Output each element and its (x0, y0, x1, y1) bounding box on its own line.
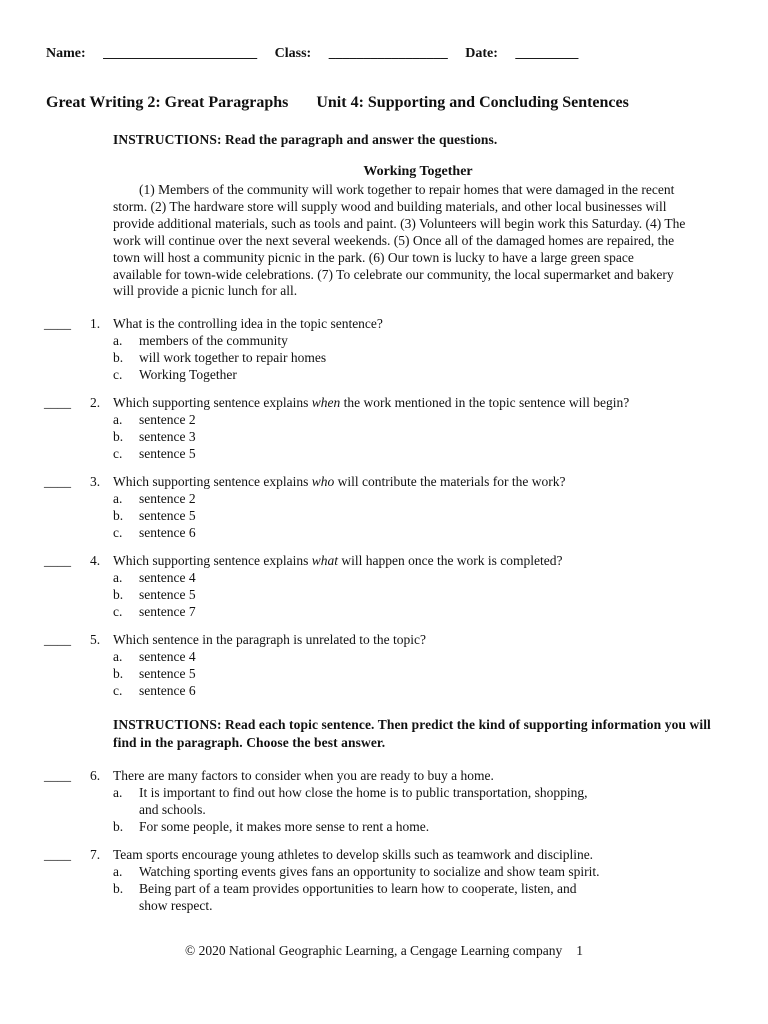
question-number: 3. (90, 474, 101, 489)
answer-blank[interactable]: ____ (44, 847, 71, 862)
answer-blank[interactable]: ____ (44, 768, 71, 783)
name-label: Name: (46, 46, 86, 61)
copyright-text: © 2020 National Geographic Learning, a Cengage Learning company (185, 943, 563, 958)
unit-title: Unit 4: Supporting and Concluding Sentences (316, 94, 629, 111)
paragraph-line: provide additional materials, such as tools and paint. (3) Volunteers will begin work this Saturday. (4) The (113, 215, 686, 231)
reading-paragraph (113, 182, 723, 300)
book-title: Great Writing 2: Great Paragraphs (46, 94, 289, 111)
question-stem: Which sentence in the paragraph is unrelated to the topic? (113, 632, 426, 647)
answer-blank[interactable]: ____ (44, 553, 71, 568)
question-stem: Which supporting sentence explains who will contribute the materials for the work? (113, 474, 566, 489)
question-number: 1. (90, 316, 101, 331)
question-stem: What is the controlling idea in the topic sentence? (113, 316, 383, 331)
question-number: 6. (90, 768, 101, 783)
instructions-1: INSTRUCTIONS: Read the paragraph and answer the questions. (113, 132, 498, 147)
class-blank: _________________ (328, 46, 448, 61)
name-blank: ______________________ (103, 46, 258, 61)
paragraph-line: (1) Members of the community will work together to repair homes that were damaged in the recent (139, 182, 675, 197)
question-number: 2. (90, 395, 101, 410)
student-info-header (46, 46, 592, 62)
paragraph-title: Working Together (363, 164, 473, 179)
paragraph-line: will provide a picnic lunch for all. (113, 283, 298, 299)
date-blank: _________ (515, 46, 579, 61)
question-stem: Team sports encourage young athletes to develop skills such as teamwork and discipline. (113, 847, 594, 862)
paragraph-line: work will continue over the next several weekends. (5) Once all of the damaged homes are repaired, the (113, 232, 675, 248)
paragraph-line: town will host a community picnic in the park. (6) Our town is lucky to have a large green space (113, 249, 634, 265)
question-number: 4. (90, 553, 101, 568)
paragraph-line: storm. (2) The hardware store will supply wood and building materials, and other local businesses will (113, 198, 667, 214)
instructions-2: INSTRUCTIONS: Read each topic sentence. Then predict the kind of supporting information you will find in the paragraph. Choose the best answer. (113, 717, 711, 750)
question-number: 7. (90, 847, 101, 862)
question-stem: Which supporting sentence explains when the work mentioned in the topic sentence will begin? (113, 395, 630, 410)
worksheet-title (46, 94, 629, 112)
question-number: 5. (90, 632, 101, 647)
question-stem: There are many factors to consider when you are ready to buy a home. (113, 768, 494, 783)
answer-blank[interactable]: ____ (44, 474, 71, 489)
answer-blank[interactable]: ____ (44, 632, 71, 647)
paragraph-line: available for town-wide celebrations. (7) To celebrate our community, the local supermarket and bakery (113, 266, 674, 282)
page-footer (0, 943, 768, 959)
question-stem: Which supporting sentence explains what will happen once the work is completed? (113, 553, 563, 568)
class-label: Class: (274, 46, 312, 61)
date-label: Date: (465, 46, 498, 61)
page-number: 1 (576, 943, 583, 958)
answer-blank[interactable]: ____ (44, 316, 71, 331)
answer-blank[interactable]: ____ (44, 395, 71, 410)
